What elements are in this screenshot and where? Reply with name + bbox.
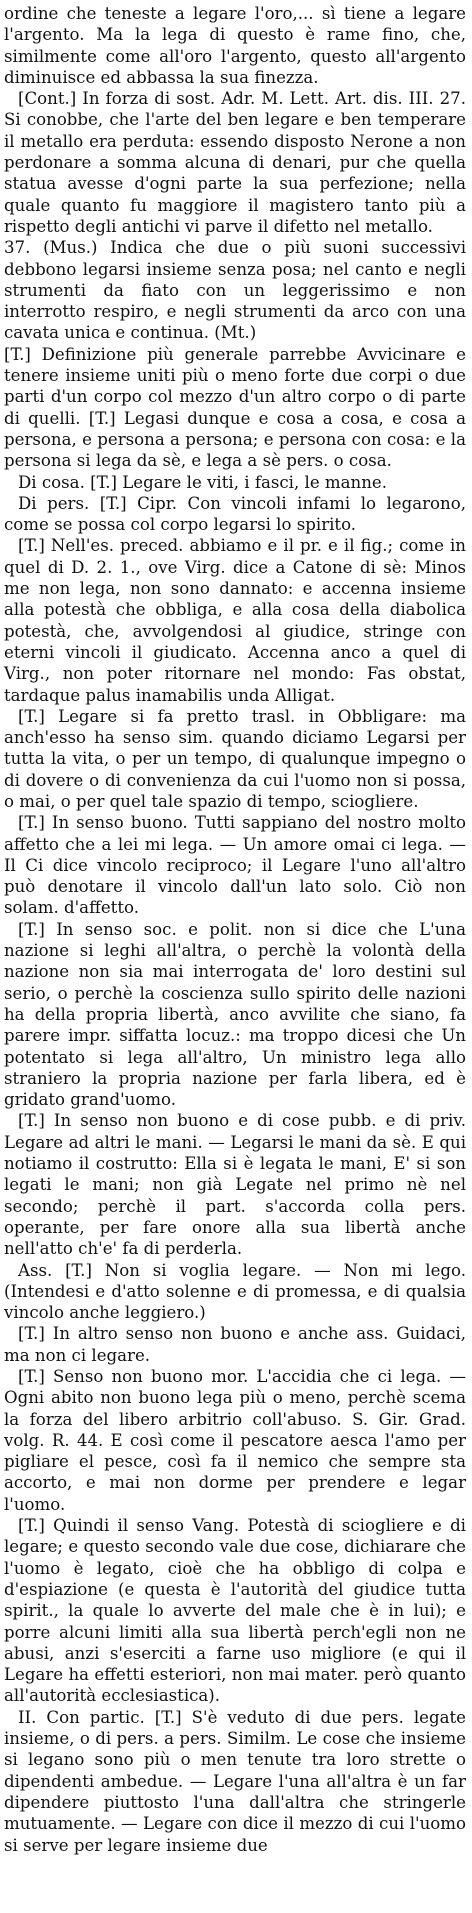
para-di-pers: Di pers. [T.] Cipr. Con vincoli infami lo legarono, come se possa col corpo legarsi lo spirito. (4, 493, 466, 535)
para-37-mus: 37. (Mus.) Indica che due o più suoni successivi debbono legarsi insieme senza posa; nel canto e negli strumenti da fiato con un leggerissimo e non interrotto respiro, e negli strumenti da arco con una cavata unica e continua. (Mt.) (4, 238, 466, 343)
para-definizione: [T.] Definizione più generale parrebbe Avvicinare e tenere insieme uniti più o meno forte due corpi o due parti d'un corpo col mezzo d'un altro corpo o di parte di quelli. [T.] Legasi dunque e cosa a cosa, e cosa a persona, e persona a persona; e persona con cosa: e la persona si lega da sè, e lega a sè pers. o cosa. (4, 344, 466, 471)
para-altro-senso: [T.] In altro senso non buono e anche ass. Guidaci, ma non ci legare. (4, 1324, 466, 1365)
para-ii-con-partic: II. Con partic. [T.] S'è veduto di due pers. legate insieme, o di pers. a pers. Similm. Le cose che insieme si legano sono più o men tenute tra loro strette o dipendenti ambedue. — Legare l'una all'altra è un far dipendere piuttosto l'una dall'altra che stringerle mutuamente. — Legare con dice il mezzo di cui l'uomo si serve per legare insieme due (4, 1707, 466, 1855)
para-nell-es: [T.] Nell'es. preced. abbiamo e il pr. e il fig.; come in quel di D. 2. 1., ove Virg. dice a Catone di sè: Minos me non lega, non sono dannato: e accenna insieme alla potestà che obbliga, e alla cosa della diabolica potestà, che, avvolgendosi al giudice, stringe con eterni vincoli il giudicato. Accenna anco a quel di Virg., non poter ritornare nel mondo: Fas obstat, tardaque palus inamabilis unda Alligat. (4, 536, 466, 705)
para-senso-buono: [T.] In senso buono. Tutti sappiano del nostro molto affetto che a lei mi lega. — Un amore omai ci lega. — Il Ci dice vincolo reciproco; il Legare l'uno all'altro può denotare il vincolo dall'un lato solo. Ciò non solam. d'affetto. (4, 813, 466, 918)
para-non-buono: [T.] In senso non buono e di cose pubb. e di priv. Legare ad altri le mani. — Legarsi le mani da sè. E qui notiamo il costrutto: Ella si è legata le mani, E' si son legati le mani; non già Legate nel primo nè nel secondo; perchè il part. s'accorda colla pers. operante, per fare onore alla sua libertà anche nell'atto ch'e' fa di perderla. (4, 1111, 466, 1259)
para-intro: ordine che teneste a legare l'oro,... sì tiene a legare l'argento. Ma la lega di questo è rame fino, che, similmente come all'oro l'argento, questo all'argento diminuisce ed abbassa la sua finezza. (4, 4, 466, 87)
para-ass: Ass. [T.] Non si voglia legare. — Non mi lego. (Intendesi e d'atto solenne e di promessa, e di qualsia vincolo anche leggiero.) (4, 1260, 466, 1323)
para-trasl: [T.] Legare si fa pretto trasl. in Obbligare: ma anch'esso ha senso sim. quando diciamo Legarsi per tutta la vita, o per un tempo, di qualunque impegno o di dovere o di convenienza da cui l'uomo non si possa, o mai, o per quel tale spazio di tempo, sciogliere. (4, 706, 466, 811)
para-senso-mor: [T.] Senso non buono mor. L'accidia che ci lega. — Ogni abito non buono lega più o meno, perchè scema la forza del libero arbitrio coll'abuso. S. Gir. Grad. volg. R. 44. E così come il pescatore aesca l'amo per pigliare el pesce, così fa il nemico che sempre sta accorto, e mai non dorme per prendere e legar l'uomo. (4, 1367, 466, 1514)
para-di-cosa: Di cosa. [T.] Legare le viti, i fasci, le manne. (18, 472, 388, 492)
para-soc-polit: [T.] In senso soc. e polit. non si dice che L'una nazione si leghi all'altra, o perchè la volontà della nazione non sia mai interrogata de' loro destini sul serio, o perchè la coscienza sullo spirito delle nazioni ha della propria libertà, anco avvilite che siano, fa parere impr. siffatta locuz.: ma troppo dicesi che Un potentato si lega all'altro, Un ministro lega allo straniero la propria nazione per farla libera, ed è gridato grand'uomo. (4, 919, 466, 1110)
para-vang: [T.] Quindi il senso Vang. Potestà di sciogliere e di legare; e questo secondo vale due cose, dichiarare che l'uomo è legato, cioè che ha obbligo di colpa e d'espiazione (e questa è l'autorità del giudice tutta spirit., la quale lo avverte del male che è in lui); e porre alcuni limiti alla sua libertà perch'egli non ne abusi, anzi s'eserciti a farne uso migliore (e qui il Legare ha effetti esteriori, non mai mater. però quanto all'autorità ecclesiastica). (4, 1516, 466, 1706)
para-cont: [Cont.] In forza di sost. Adr. M. Lett. Art. dis. III. 27. Si conobbe, che l'arte del ben legare e ben temperare il metallo era perduta: essendo disposto Nerone a non perdonare a somma alcuna di denari, pur che quella statua avesse d'ogni parte la sua perfezione; nella quale quanto fu maggiore il magistero tanto più a rispetto degli antichi vi parve il difetto nel metallo. (4, 89, 466, 236)
